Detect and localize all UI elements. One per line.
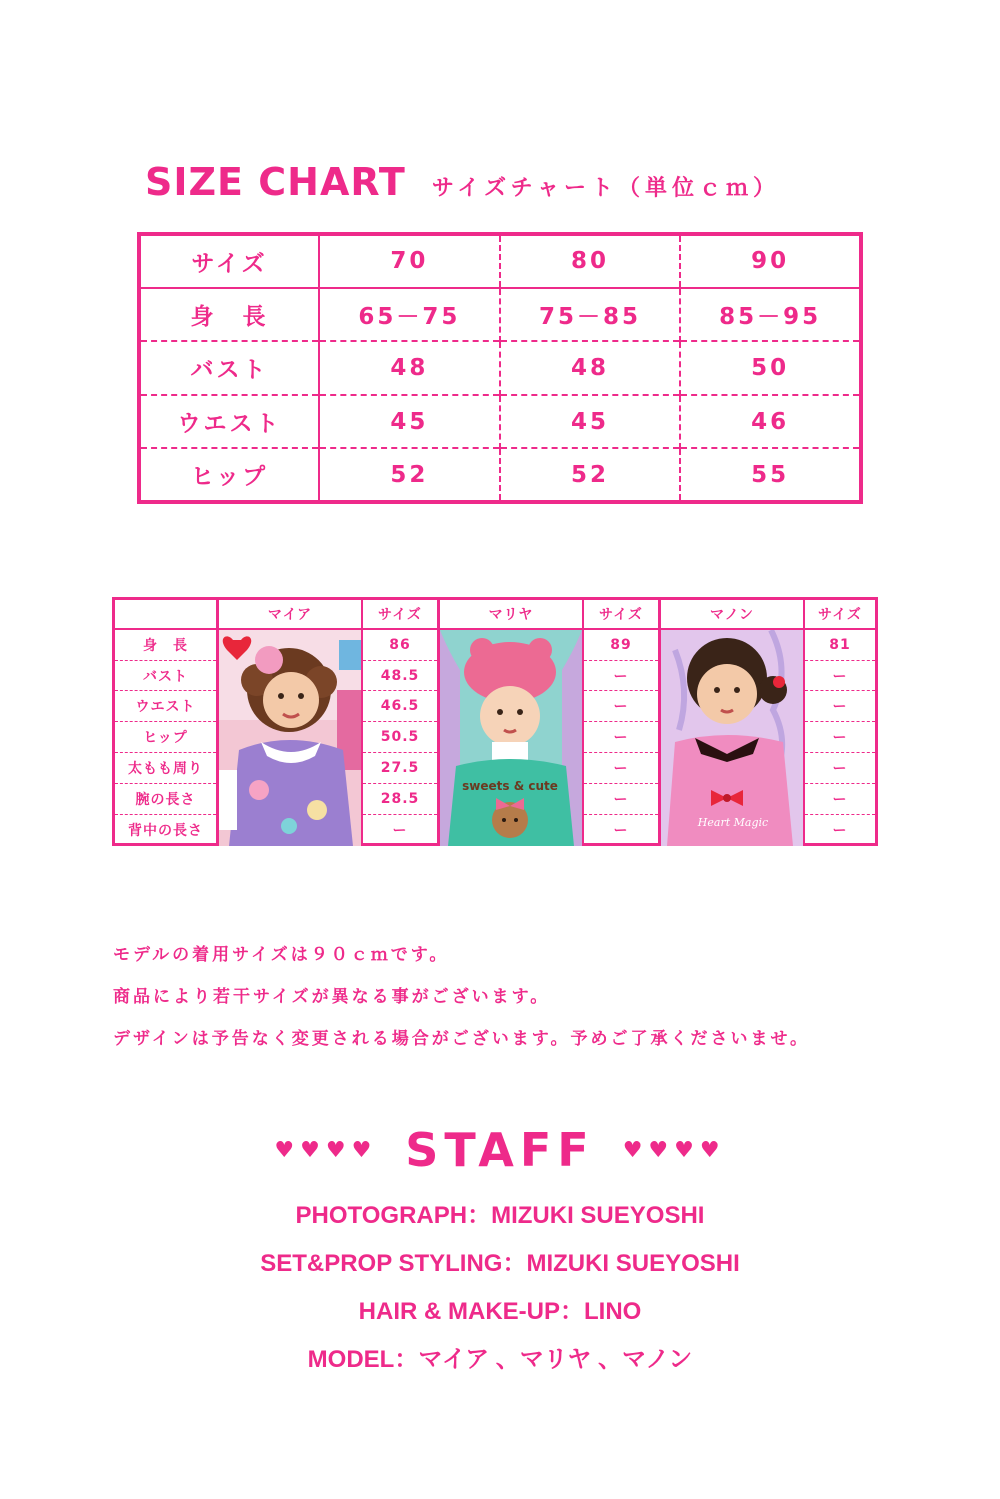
table-cell: 52: [500, 448, 681, 502]
table-cell: 55: [680, 448, 861, 502]
table-cell: 52: [319, 448, 500, 502]
notes-section: [113, 942, 913, 1068]
table-cell: 89: [584, 630, 658, 661]
table-cell: ー: [805, 692, 875, 723]
staff-header: [0, 1118, 1000, 1182]
table-cell: 75－85: [500, 288, 681, 342]
divider: [216, 600, 219, 843]
size-column-80: 80: [500, 234, 681, 288]
table-cell: ー: [584, 784, 658, 815]
table-cell: ー: [363, 815, 437, 846]
model-header-row: [115, 600, 875, 630]
size-row-hip: [139, 448, 861, 502]
size-column-90: 90: [680, 234, 861, 288]
divider: [803, 600, 805, 843]
table-row: [115, 661, 875, 692]
table-row: [115, 753, 875, 784]
size-chart-title: SIZE CHART: [145, 160, 406, 204]
staff-title: STAFF: [405, 1123, 595, 1177]
staff-credits: [0, 1196, 1000, 1388]
table-cell: 81: [805, 630, 875, 661]
empty-header-cell: [115, 600, 216, 628]
row-label: 身 長: [139, 288, 319, 342]
size-chart-header: [145, 160, 865, 210]
table-cell: ー: [584, 815, 658, 846]
size-header-maia: サイズ: [378, 607, 422, 623]
table-cell: ー: [805, 815, 875, 846]
table-cell: 50.5: [363, 722, 437, 753]
table-row: [115, 722, 875, 753]
size-column-label: サイズ: [191, 250, 268, 277]
table-cell: 28.5: [363, 784, 437, 815]
table-cell: 48: [500, 341, 681, 395]
table-cell: ー: [805, 784, 875, 815]
photo-manon-text: Heart Magic: [697, 816, 769, 829]
size-column-70: 70: [319, 234, 500, 288]
credit-hair-makeup: HAIR & MAKE-UP：LINO: [358, 1298, 642, 1325]
table-row: [115, 815, 875, 846]
hearts-right-icon: ♥♥♥♥: [622, 1137, 726, 1163]
model-size-table: [112, 597, 878, 846]
table-cell: 45: [319, 395, 500, 449]
table-cell: 85－95: [680, 288, 861, 342]
size-header-manon: サイズ: [818, 607, 862, 623]
model-name-maia: マイア: [267, 607, 313, 623]
table-cell: ー: [805, 722, 875, 753]
size-row-height: [139, 288, 861, 342]
row-label: ウエスト: [139, 395, 319, 449]
model-name-manon: マノン: [709, 607, 755, 623]
table-cell: 48: [319, 341, 500, 395]
model-name-mariya: マリヤ: [488, 607, 534, 623]
table-cell: 45: [500, 395, 681, 449]
row-label: 腕の長さ: [115, 784, 216, 815]
table-cell: ー: [584, 692, 658, 723]
divider: [437, 600, 440, 843]
divider: [361, 600, 363, 843]
table-cell: ー: [584, 661, 658, 692]
photo-mariya-text: sweets & cute: [462, 779, 558, 793]
credit-model: MODEL：マイア 、マリヤ 、マノン: [307, 1346, 693, 1373]
table-cell: 50: [680, 341, 861, 395]
row-label: バスト: [115, 661, 216, 692]
row-label: バスト: [139, 341, 319, 395]
table-cell: 65－75: [319, 288, 500, 342]
row-label: ウエスト: [115, 692, 216, 723]
table-cell: 48.5: [363, 661, 437, 692]
table-cell: 27.5: [363, 753, 437, 784]
table-cell: ー: [805, 661, 875, 692]
note-model-size: モデルの着用サイズは９０ｃｍです。: [113, 945, 450, 965]
table-cell: ー: [805, 753, 875, 784]
credit-styling: SET&PROP STYLING：MIZUKI SUEYOSHI: [260, 1250, 740, 1277]
table-cell: ー: [584, 722, 658, 753]
size-row-bust: [139, 341, 861, 395]
credit-photograph: PHOTOGRAPH：MIZUKI SUEYOSHI: [295, 1202, 705, 1229]
table-row: [115, 784, 875, 815]
row-label: 太もも周り: [115, 753, 216, 784]
note-design-change: デザインは予告なく変更される場合がございます。予めご了承くださいませ。: [113, 1029, 810, 1049]
table-row: [115, 692, 875, 723]
table-cell: 46.5: [363, 692, 437, 723]
size-chart-subtitle: サイズチャート（単位ｃｍ）: [431, 176, 780, 201]
row-label: ヒップ: [139, 448, 319, 502]
table-cell: 46: [680, 395, 861, 449]
table-cell: ー: [584, 753, 658, 784]
size-row-waist: [139, 395, 861, 449]
hearts-left-icon: ♥♥♥♥: [274, 1137, 378, 1163]
divider: [658, 600, 661, 843]
note-size-variance: 商品により若干サイズが異なる事がございます。: [113, 987, 551, 1007]
size-header-row: [139, 234, 861, 288]
size-header-mariya: サイズ: [599, 607, 643, 623]
row-label: ヒップ: [115, 722, 216, 753]
table-cell: 86: [363, 630, 437, 661]
size-chart-table: [137, 232, 863, 504]
table-row: [115, 630, 875, 661]
divider: [582, 600, 584, 843]
row-label: 身 長: [115, 630, 216, 661]
row-label: 背中の長さ: [115, 815, 216, 846]
